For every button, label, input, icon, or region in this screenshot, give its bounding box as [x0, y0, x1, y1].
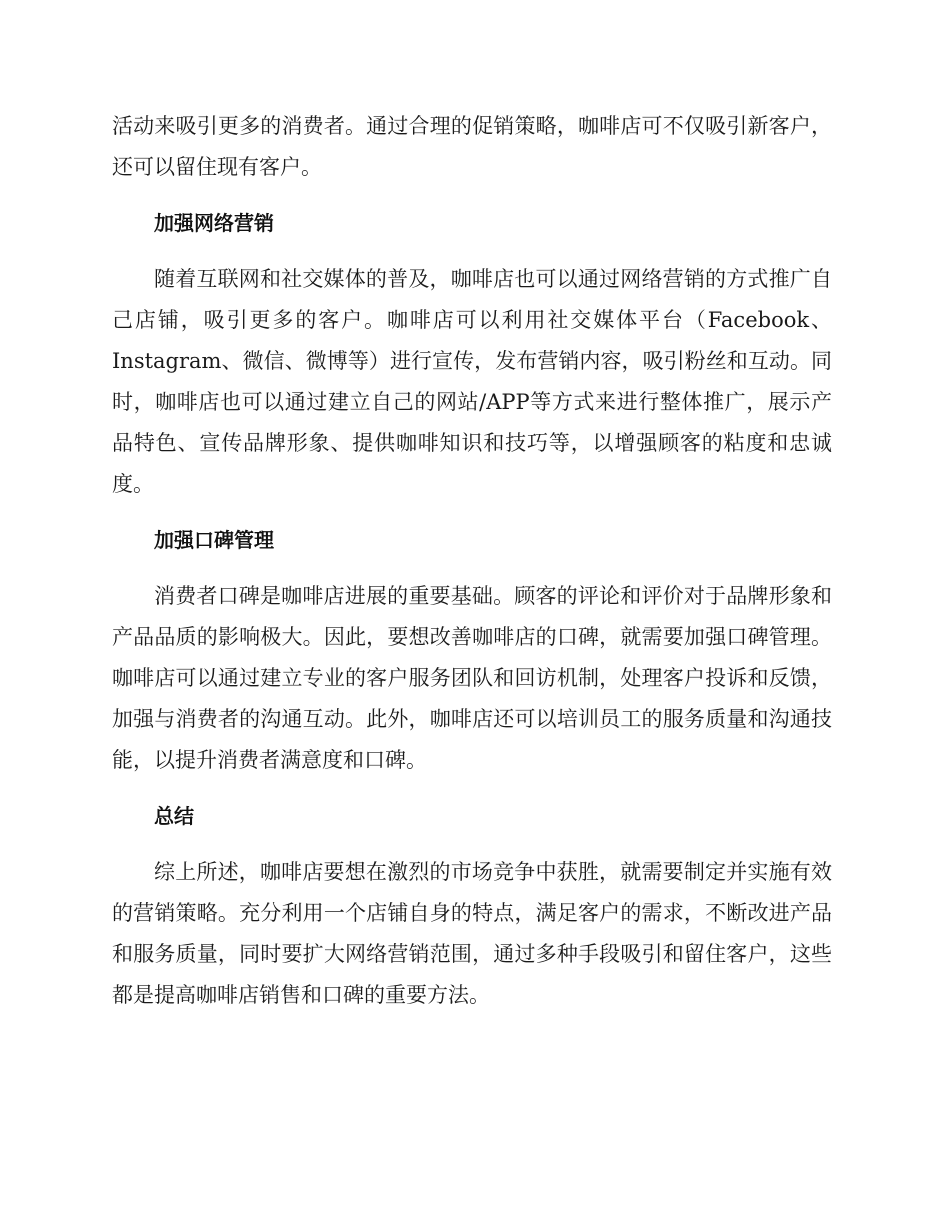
section-heading-reputation: 加强口碑管理	[154, 528, 274, 552]
paragraph-online-marketing: 随着互联网和社交媒体的普及，咖啡店也可以通过网络营销的方式推广自己店铺，吸引更多的客户。咖啡店可以利用社交媒体平台（Facebook、Instagram、微信、微博等）进行宣传，发布营销内容，吸引粉丝和互动。同时，咖啡店也可以通过建立自己的网站/APP等方式来进行整体推广，展示产品特色、宣传品牌形象、提供咖啡知识和技巧等，以增强顾客的粘度和忠诚度。	[112, 267, 832, 496]
section-heading-summary: 总结	[154, 804, 194, 828]
section-heading-online-marketing: 加强网络营销	[154, 211, 274, 235]
paragraph-promotion-end: 活动来吸引更多的消费者。通过合理的促销策略，咖啡店可不仅吸引新客户，还可以留住现有客户。	[112, 114, 832, 179]
paragraph-reputation: 消费者口碑是咖啡店进展的重要基础。顾客的评论和评价对于品牌形象和产品品质的影响极大。因此，要想改善咖啡店的口碑，就需要加强口碑管理。咖啡店可以通过建立专业的客户服务团队和回访机制，处理客户投诉和反馈，加强与消费者的沟通互动。此外，咖啡店还可以培训员工的服务质量和沟通技能，以提升消费者满意度和口碑。	[112, 584, 832, 772]
document-body	[112, 106, 832, 1016]
paragraph-summary: 综上所述，咖啡店要想在激烈的市场竞争中获胜，就需要制定并实施有效的营销策略。充分利用一个店铺自身的特点，满足客户的需求，不断改进产品和服务质量，同时要扩大网络营销范围，通过多种手段吸引和留住客户，这些都是提高咖啡店销售和口碑的重要方法。	[112, 860, 832, 1007]
